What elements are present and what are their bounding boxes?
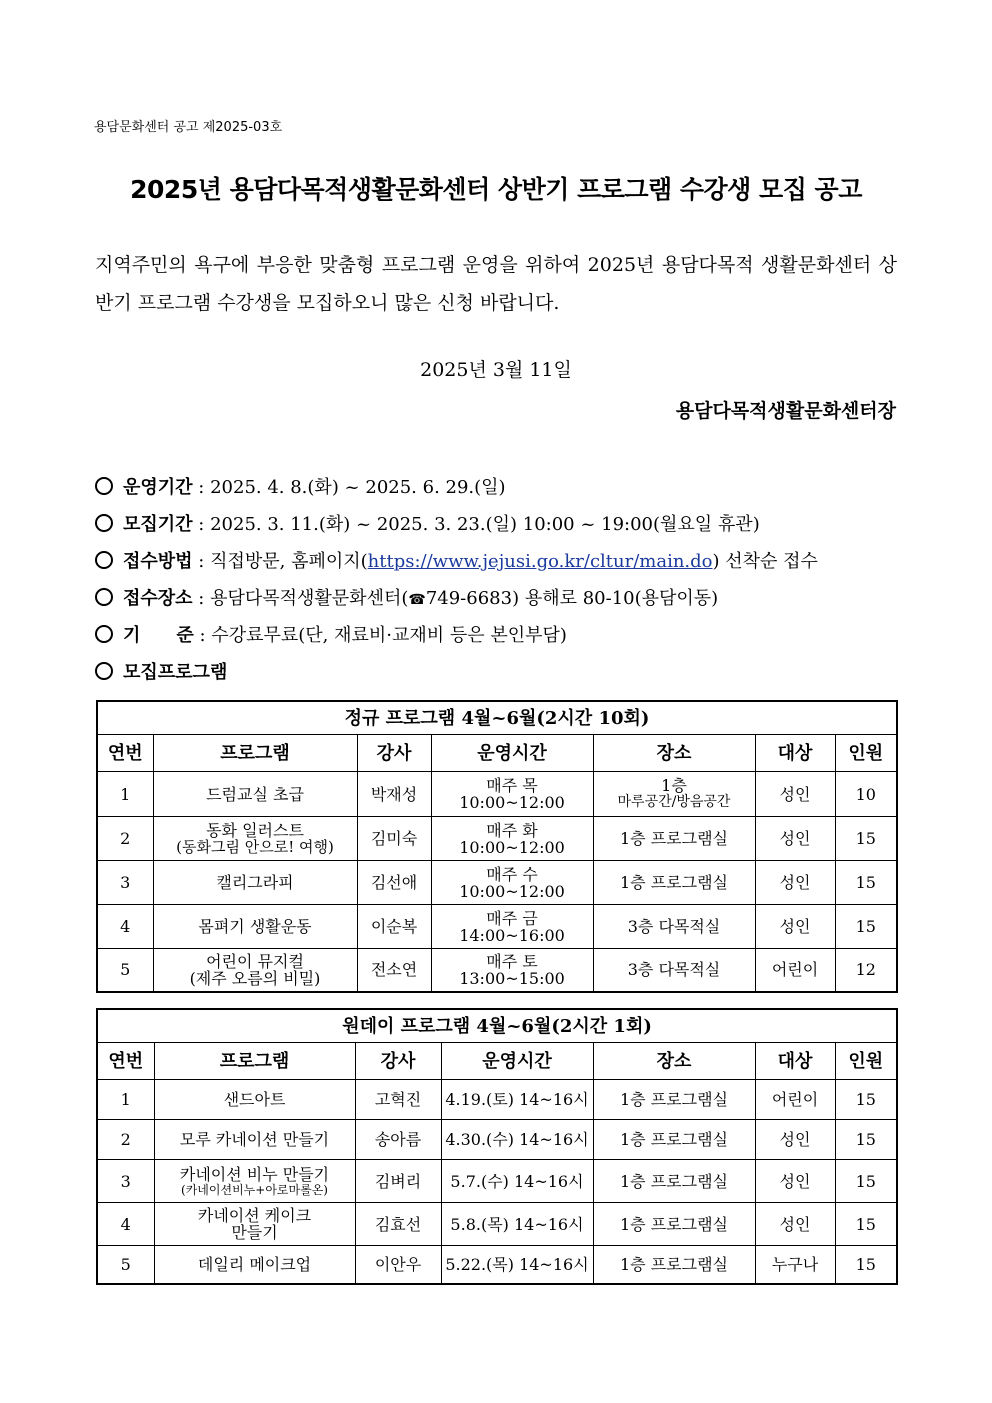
target: 성인 [755, 1160, 835, 1203]
capacity: 15 [835, 1246, 897, 1284]
capacity: 15 [835, 861, 897, 905]
location: 3층 다목적실 [593, 949, 755, 992]
target: 성인 [755, 861, 835, 905]
schedule: 5.8.(목) 14~16시 [441, 1203, 593, 1246]
capacity: 15 [835, 1160, 897, 1203]
schedule: 매주 목 10:00~12:00 [431, 772, 593, 817]
table-header-row [97, 1043, 897, 1080]
info-value: ) 선착순 접수 [712, 551, 818, 572]
teacher: 김벼리 [355, 1160, 441, 1203]
info-value: 749-6683) 용해로 80-10(용담이동) [425, 588, 719, 609]
schedule: 4.30.(수) 14~16시 [441, 1120, 593, 1160]
table-header-row [97, 735, 897, 772]
row-number: 5 [97, 1246, 154, 1284]
teacher: 김미숙 [357, 817, 431, 861]
capacity: 15 [835, 905, 897, 949]
table-row [97, 861, 897, 905]
table-caption: 정규 프로그램 4월~6월(2시간 10회) [97, 701, 897, 735]
row-number: 4 [97, 1203, 154, 1246]
schedule: 매주 금 14:00~16:00 [431, 905, 593, 949]
capacity: 15 [835, 817, 897, 861]
target: 성인 [755, 905, 835, 949]
teacher: 이안우 [355, 1246, 441, 1284]
oneday-program-table [96, 1008, 898, 1285]
column-header: 인원 [835, 1043, 897, 1080]
program-name: 동화 일러스트 (동화그림 안으로! 여행) [153, 817, 357, 861]
info-value: : 수강료무료(단, 재료비·교재비 등은 본인부담) [199, 625, 567, 646]
info-value: : 직접방문, 홈페이지( [198, 551, 368, 572]
info-method [95, 547, 915, 584]
column-header: 장소 [593, 1043, 755, 1080]
homepage-link[interactable]: https://www.jejusi.go.kr/cltur/main.do [367, 551, 713, 572]
schedule: 4.19.(토) 14~16시 [441, 1080, 593, 1120]
program-name: 드럼교실 초급 [153, 772, 357, 817]
program-name: 캘리그라피 [153, 861, 357, 905]
location: 1층 프로그램실 [593, 817, 755, 861]
target: 성인 [755, 1203, 835, 1246]
circle-bullet-icon [95, 588, 113, 606]
phone-icon: ☎ [408, 592, 426, 608]
teacher: 이순복 [357, 905, 431, 949]
info-label: 기 준 [123, 625, 194, 646]
table-row [97, 1080, 897, 1120]
target: 누구나 [755, 1246, 835, 1284]
teacher: 송아름 [355, 1120, 441, 1160]
info-place [95, 584, 915, 621]
notice-number: 용담문화센터 공고 제2025-03호 [94, 120, 283, 135]
circle-bullet-icon [95, 625, 113, 643]
location: 1층 프로그램실 [593, 1203, 755, 1246]
schedule: 5.7.(수) 14~16시 [441, 1160, 593, 1203]
location: 1층 프로그램실 [593, 861, 755, 905]
info-label: 모집프로그램 [123, 662, 228, 683]
teacher: 김효선 [355, 1203, 441, 1246]
teacher: 전소연 [357, 949, 431, 992]
schedule: 5.22.(목) 14~16시 [441, 1246, 593, 1284]
column-header: 강사 [357, 735, 431, 772]
program-name: 카네이션 케이크 만들기 [154, 1203, 355, 1246]
column-header: 대상 [755, 1043, 835, 1080]
capacity: 12 [835, 949, 897, 992]
target: 성인 [755, 1120, 835, 1160]
column-header: 장소 [593, 735, 755, 772]
location: 1층 프로그램실 [593, 1160, 755, 1203]
target: 어린이 [755, 949, 835, 992]
info-list [95, 473, 915, 695]
table-row [97, 1203, 897, 1246]
circle-bullet-icon [95, 551, 113, 569]
table-row [97, 772, 897, 817]
regular-program-table [96, 700, 898, 993]
circle-bullet-icon [95, 662, 113, 680]
capacity: 15 [835, 1203, 897, 1246]
row-number: 3 [97, 861, 153, 905]
info-label: 접수장소 [123, 588, 193, 609]
table-row [97, 905, 897, 949]
info-value: : 용담다목적생활문화센터( [198, 588, 409, 609]
program-name: 모루 카네이션 만들기 [154, 1120, 355, 1160]
info-programs [95, 658, 915, 695]
column-header: 프로그램 [154, 1043, 355, 1080]
info-value: : 2025. 4. 8.(화) ~ 2025. 6. 29.(일) [198, 477, 506, 498]
row-number: 3 [97, 1160, 154, 1203]
program-name: 데일리 메이크업 [154, 1246, 355, 1284]
capacity: 15 [835, 1080, 897, 1120]
teacher: 김선애 [357, 861, 431, 905]
table-caption: 원데이 프로그램 4월~6월(2시간 1회) [97, 1009, 897, 1043]
info-label: 운영기간 [123, 477, 193, 498]
column-header: 운영시간 [431, 735, 593, 772]
schedule: 매주 화 10:00~12:00 [431, 817, 593, 861]
location: 1층 프로그램실 [593, 1246, 755, 1284]
teacher: 박재성 [357, 772, 431, 817]
location: 1층 마루공간/방음공간 [593, 772, 755, 817]
program-name: 샌드아트 [154, 1080, 355, 1120]
schedule: 매주 수 10:00~12:00 [431, 861, 593, 905]
program-name: 카네이션 비누 만들기 (카네이션비누+아로마롤온) [154, 1160, 355, 1203]
table-row [97, 1120, 897, 1160]
column-header: 연번 [97, 1043, 154, 1080]
schedule: 매주 토 13:00~15:00 [431, 949, 593, 992]
capacity: 15 [835, 1120, 897, 1160]
info-period [95, 473, 915, 510]
row-number: 4 [97, 905, 153, 949]
signer: 용담다목적생활문화센터장 [675, 400, 896, 422]
column-header: 대상 [755, 735, 835, 772]
column-header: 인원 [835, 735, 897, 772]
target: 성인 [755, 817, 835, 861]
location: 1층 프로그램실 [593, 1120, 755, 1160]
column-header: 연번 [97, 735, 153, 772]
notice-date: 2025년 3월 11일 [420, 359, 572, 381]
info-label: 모집기간 [123, 514, 193, 535]
info-value: : 2025. 3. 11.(화) ~ 2025. 3. 23.(일) 10:00 ~ 19:00(월요일 휴관) [198, 514, 760, 535]
intro-paragraph: 지역주민의 욕구에 부응한 맞춤형 프로그램 운영을 위하여 2025년 용담다목적 생활문화센터 상반기 프로그램 수강생을 모집하오니 많은 신청 바랍니다. [95, 254, 897, 314]
column-header: 운영시간 [441, 1043, 593, 1080]
table-row [97, 1246, 897, 1284]
capacity: 10 [835, 772, 897, 817]
target: 어린이 [755, 1080, 835, 1120]
table-row [97, 1160, 897, 1203]
row-number: 2 [97, 817, 153, 861]
row-number: 1 [97, 1080, 154, 1120]
location: 1층 프로그램실 [593, 1080, 755, 1120]
page-title: 2025년 용담다목적생활문화센터 상반기 프로그램 수강생 모집 공고 [130, 175, 862, 204]
row-number: 1 [97, 772, 153, 817]
table-row [97, 949, 897, 992]
teacher: 고혁진 [355, 1080, 441, 1120]
info-label: 접수방법 [123, 551, 193, 572]
info-standard [95, 621, 915, 658]
program-name: 어린이 뮤지컬 (제주 오름의 비밀) [153, 949, 357, 992]
circle-bullet-icon [95, 514, 113, 532]
column-header: 강사 [355, 1043, 441, 1080]
row-number: 5 [97, 949, 153, 992]
program-name: 몸펴기 생활운동 [153, 905, 357, 949]
column-header: 프로그램 [153, 735, 357, 772]
target: 성인 [755, 772, 835, 817]
table-row [97, 817, 897, 861]
circle-bullet-icon [95, 477, 113, 495]
location: 3층 다목적실 [593, 905, 755, 949]
row-number: 2 [97, 1120, 154, 1160]
info-recruit [95, 510, 915, 547]
